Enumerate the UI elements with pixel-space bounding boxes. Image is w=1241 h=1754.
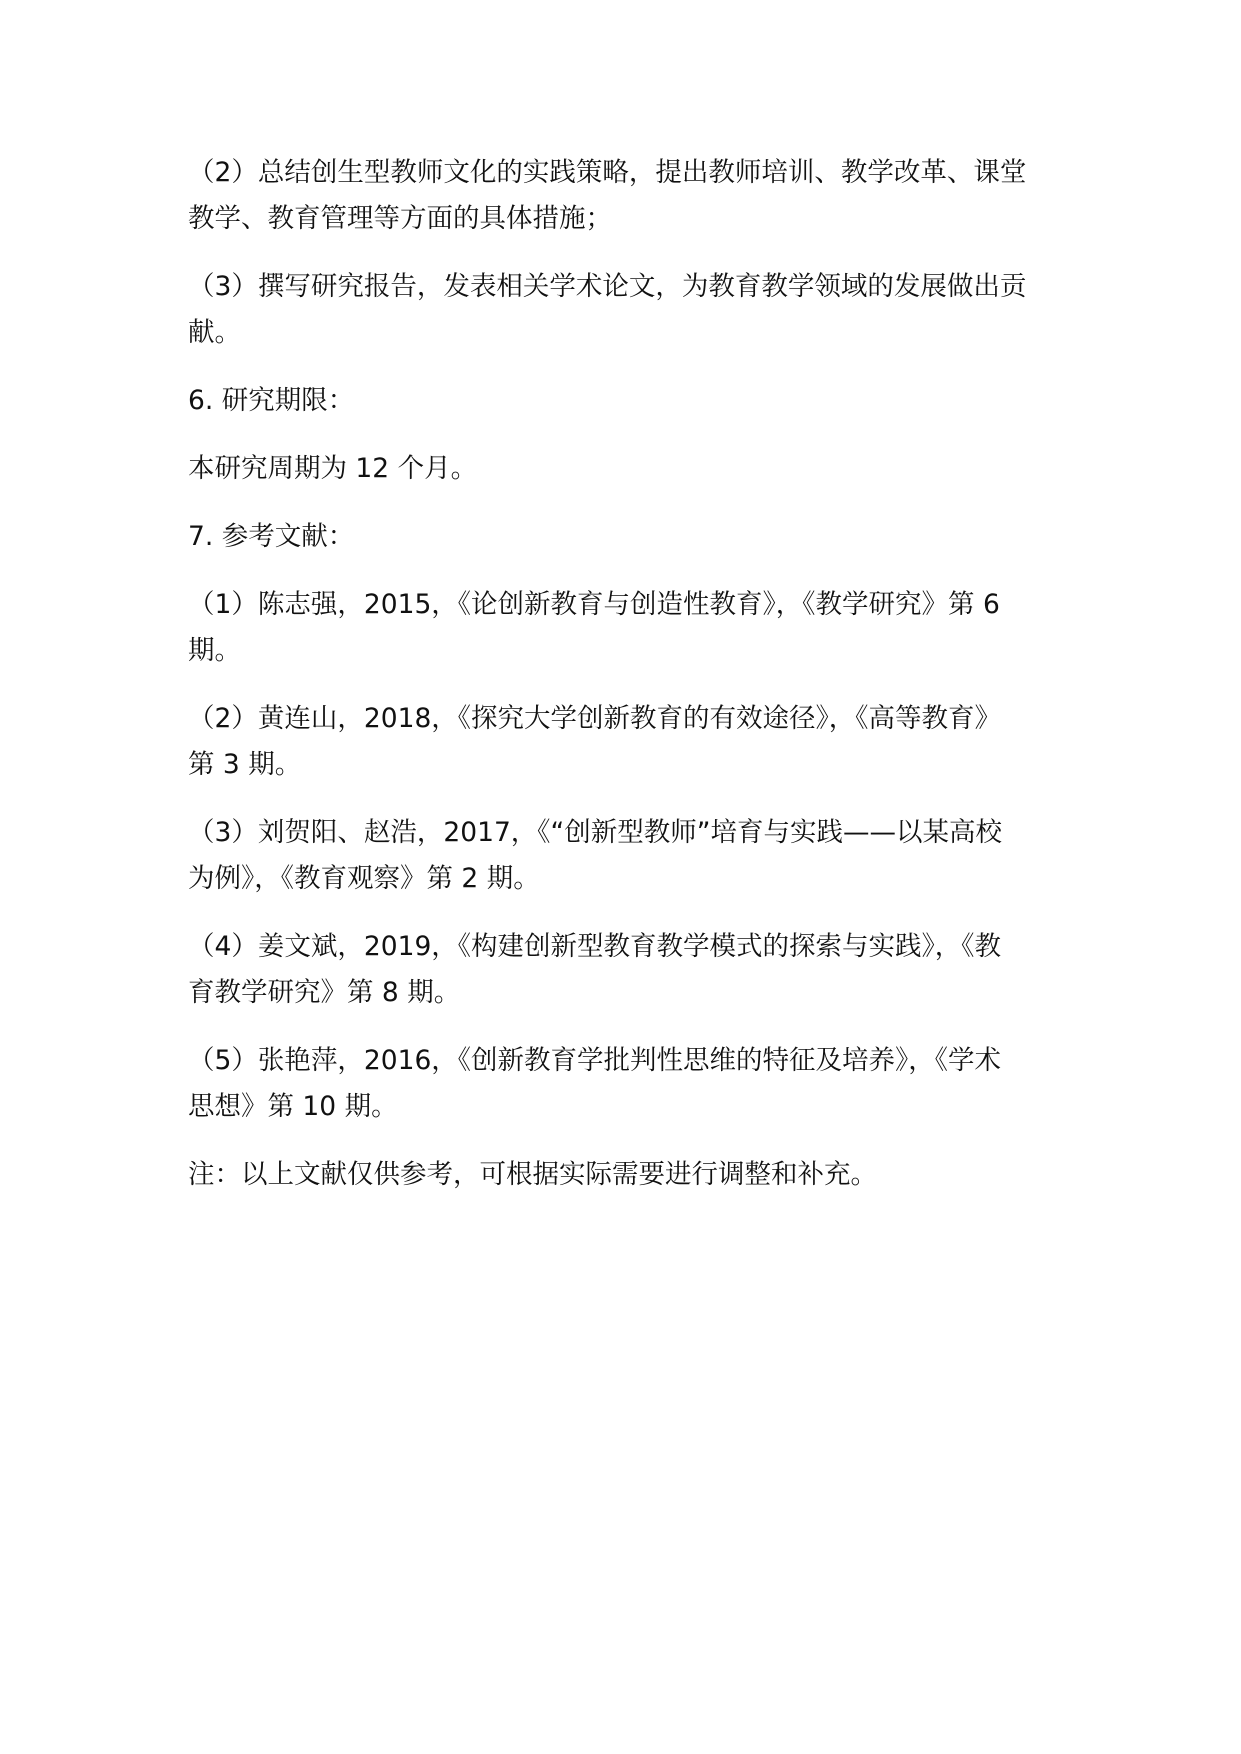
text-line: （1）陈志强，2015，《论创新教育与创造性教育》，《教学研究》第 6 — [188, 589, 1000, 620]
text-line: 注：以上文献仅供参考，可根据实际需要进行调整和补充。 — [188, 1159, 877, 1190]
reference-item-1 — [188, 582, 1058, 674]
text-line: （4）姜文斌，2019，《构建创新型教育教学模式的探索与实践》，《教 — [188, 931, 1002, 962]
text-line: （2）总结创生型教师文化的实践策略，提出教师培训、教学改革、课堂 — [188, 157, 1027, 188]
text-line: 育教学研究》第 8 期。 — [188, 977, 461, 1008]
research-goal-item-2 — [188, 150, 1058, 242]
research-goal-item-3 — [188, 264, 1058, 356]
section-heading-references — [188, 514, 1058, 560]
text-line: 期。 — [188, 635, 241, 666]
references-note — [188, 1152, 1058, 1198]
text-line: 第 3 期。 — [188, 749, 302, 780]
text-line: 献。 — [188, 317, 241, 348]
document-page — [188, 150, 1058, 1220]
reference-item-4 — [188, 924, 1058, 1016]
text-line: （3）撰写研究报告，发表相关学术论文，为教育教学领域的发展做出贡 — [188, 271, 1027, 302]
text-line: （2）黄连山，2018，《探究大学创新教育的有效途径》，《高等教育》 — [188, 703, 1002, 734]
reference-item-2 — [188, 696, 1058, 788]
research-period-text — [188, 446, 1058, 492]
text-line: 6. 研究期限： — [188, 385, 355, 416]
text-line: （3）刘贺阳、赵浩，2017，《“创新型教师”培育与实践——以某高校 — [188, 817, 1003, 848]
text-line: （5）张艳萍，2016，《创新教育学批判性思维的特征及培养》，《学术 — [188, 1045, 1002, 1076]
text-line: 为例》，《教育观察》第 2 期。 — [188, 863, 540, 894]
text-line: 7. 参考文献： — [188, 521, 355, 552]
reference-item-5 — [188, 1038, 1058, 1130]
text-line: 教学、教育管理等方面的具体措施； — [188, 203, 612, 234]
text-line: 思想》第 10 期。 — [188, 1091, 398, 1122]
reference-item-3 — [188, 810, 1058, 902]
text-line: 本研究周期为 12 个月。 — [188, 453, 478, 484]
section-heading-research-period — [188, 378, 1058, 424]
